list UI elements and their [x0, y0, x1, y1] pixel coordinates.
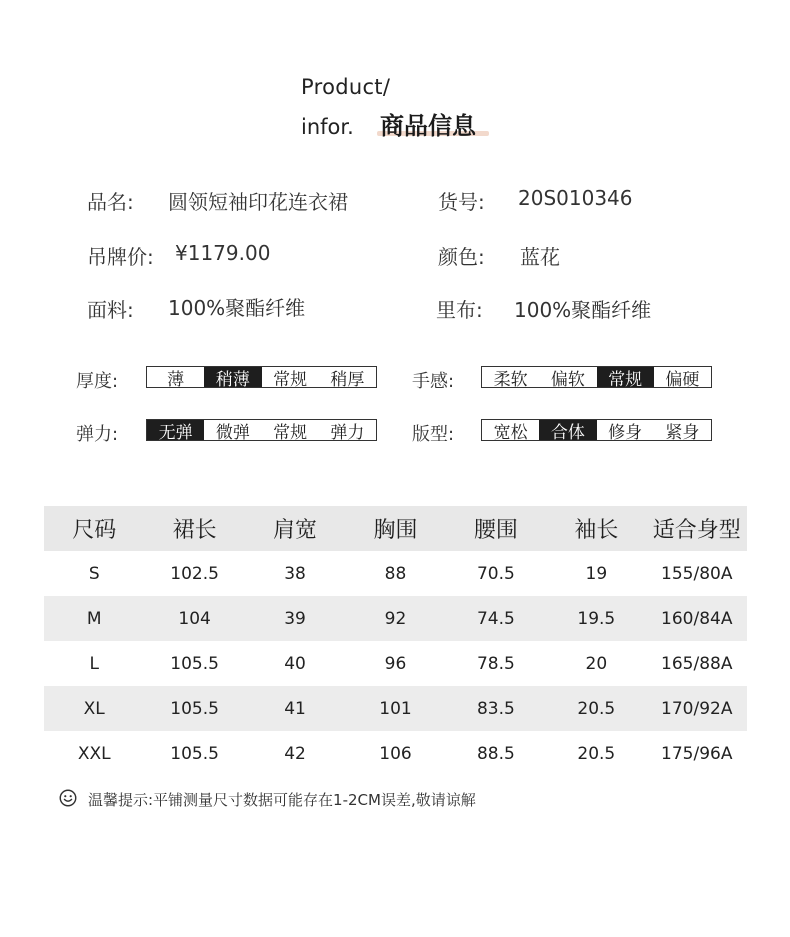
- table-cell: 41: [284, 698, 306, 719]
- table-cell: 104: [178, 608, 211, 629]
- measurement-note: 温馨提示:平铺测量尺寸数据可能存在1-2CM误差,敬请谅解: [88, 791, 476, 809]
- thickness-selector: [146, 366, 377, 388]
- color-value: 蓝花: [520, 245, 560, 269]
- table-cell: 155/80A: [661, 563, 733, 584]
- price-value: ¥1179.00: [175, 241, 271, 265]
- table-row: [44, 686, 747, 731]
- fit-option: 宽松: [493, 422, 528, 443]
- table-cell: 96: [384, 653, 407, 674]
- table-cell: XXL: [77, 743, 111, 764]
- table-cell: 92: [384, 608, 407, 629]
- fit-label: 版型:: [412, 424, 455, 445]
- sku-label: 货号:: [438, 190, 485, 214]
- table-cell: 101: [379, 698, 412, 719]
- thickness-label: 厚度:: [76, 371, 119, 392]
- table-row: [44, 641, 747, 686]
- table-header-cell: 腰围: [473, 518, 518, 543]
- title-en-line2: infor.: [301, 115, 354, 139]
- table-cell: 175/96A: [661, 743, 733, 764]
- table-cell: 88.5: [476, 743, 515, 764]
- table-header-row: [44, 506, 747, 551]
- fit-option: 紧身: [665, 422, 700, 443]
- table-cell: 20: [585, 653, 608, 674]
- feel-option: 偏硬: [665, 369, 700, 390]
- table-row: [44, 596, 747, 641]
- table-cell: 105.5: [170, 698, 219, 719]
- lining-value: 100%聚酯纤维: [514, 298, 652, 322]
- feel-label: 手感:: [412, 371, 455, 392]
- table-cell: 74.5: [476, 608, 515, 629]
- thickness-option: 常规: [273, 369, 308, 390]
- elasticity-label: 弹力:: [76, 424, 119, 445]
- fit-option: 合体: [539, 420, 596, 440]
- table-header-cell: 裙长: [172, 518, 217, 543]
- feel-selector: [481, 366, 712, 388]
- table-header-cell: 胸围: [373, 518, 418, 543]
- table-cell: XL: [83, 698, 105, 719]
- elasticity-option: 弹力: [330, 422, 365, 443]
- table-cell: 83.5: [476, 698, 515, 719]
- smile-icon: [59, 789, 77, 807]
- table-header-cell: 肩宽: [273, 518, 318, 543]
- table-cell: 78.5: [476, 653, 515, 674]
- elasticity-option: 常规: [273, 422, 308, 443]
- table-row: [44, 551, 747, 596]
- fabric-value: 100%聚酯纤维: [168, 296, 306, 320]
- thickness-option: 稍厚: [330, 369, 365, 390]
- name-label: 品名:: [87, 190, 134, 214]
- table-cell: 42: [284, 743, 306, 764]
- table-cell: 38: [284, 563, 306, 584]
- elasticity-option: 微弹: [215, 422, 250, 443]
- table-cell: M: [86, 608, 102, 629]
- fit-selector: [481, 419, 712, 441]
- feel-option: 柔软: [493, 369, 528, 390]
- table-cell: 40: [284, 653, 306, 674]
- table-cell: S: [88, 563, 100, 584]
- table-cell: L: [89, 653, 99, 674]
- lining-label: 里布:: [436, 298, 483, 322]
- title-en-line1: Product/: [301, 75, 391, 99]
- table-cell: 19.5: [577, 608, 616, 629]
- page-title: 商品信息: [380, 112, 476, 140]
- table-cell: 20.5: [577, 698, 616, 719]
- size-table: [44, 506, 747, 776]
- table-cell: 160/84A: [661, 608, 733, 629]
- table-cell: 39: [284, 608, 306, 629]
- table-header-cell: 尺码: [72, 518, 117, 543]
- table-cell: 19: [585, 563, 608, 584]
- table-cell: 105.5: [170, 743, 219, 764]
- table-cell: 105.5: [170, 653, 219, 674]
- thickness-option: 薄: [167, 369, 185, 390]
- feel-option: 常规: [597, 367, 654, 387]
- table-cell: 106: [379, 743, 412, 764]
- name-value: 圆领短袖印花连衣裙: [168, 190, 348, 214]
- fabric-label: 面料:: [87, 298, 134, 322]
- elasticity-selector: [146, 419, 377, 441]
- fit-option: 修身: [608, 422, 643, 443]
- table-cell: 88: [384, 563, 407, 584]
- feel-option: 偏软: [550, 369, 585, 390]
- thickness-option: 稍薄: [204, 367, 261, 387]
- table-cell: 170/92A: [661, 698, 733, 719]
- table-cell: 165/88A: [661, 653, 733, 674]
- table-header-cell: 适合身型: [652, 518, 741, 543]
- color-label: 颜色:: [438, 245, 485, 269]
- table-cell: 20.5: [577, 743, 616, 764]
- price-label: 吊牌价:: [87, 245, 154, 269]
- table-row: [44, 731, 747, 776]
- sku-value: 20S010346: [518, 186, 633, 210]
- table-header-cell: 袖长: [574, 518, 619, 543]
- elasticity-option: 无弹: [147, 420, 204, 440]
- table-cell: 102.5: [170, 563, 219, 584]
- table-cell: 70.5: [476, 563, 515, 584]
